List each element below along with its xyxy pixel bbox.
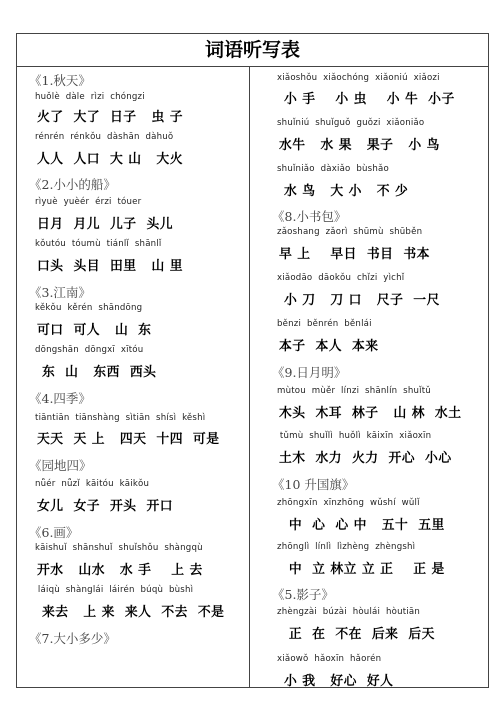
hanzi-words: 天天 天 上 四天 十四 可是: [37, 432, 220, 447]
column-divider: [249, 67, 250, 687]
dictation-sheet: [16, 33, 489, 688]
lesson-title: 《3.江南》: [29, 285, 91, 300]
hanzi-words: 来去 上 来 来人 不去 不是: [37, 605, 225, 620]
pinyin-line: shuǐniú shuǐguǒ guǒzi xiǎoniǎo: [277, 118, 425, 128]
lesson-title: 《2.小小的船》: [29, 177, 116, 192]
pinyin-line: kāishuǐ shānshuǐ shuǐshǒu shàngqù: [35, 543, 203, 553]
pinyin-line: tiāntiān tiānshàng sìtiān shísì kěshì: [35, 413, 206, 423]
hanzi-words: 正 在 不在 后来 后天: [279, 627, 435, 642]
pinyin-line: zhōnglì línlì lìzhèng zhèngshì: [277, 542, 416, 552]
pinyin-line: láiqù shànglái láirén búqù bùshì: [35, 585, 194, 595]
pinyin-line: kěkǒu kěrén shāndōng: [35, 303, 143, 313]
hanzi-words: 日月 月儿 儿子 头儿: [37, 217, 174, 232]
hanzi-words: 可口 可人 山 东: [37, 323, 152, 338]
hanzi-words: 小 手 小 虫 小 牛 小子: [279, 92, 455, 107]
hanzi-words: 中 立 林立 立 正 正 是: [279, 562, 445, 577]
hanzi-words: 人人 人口 大 山 大火: [37, 152, 184, 167]
lesson-title: 《7.大小多少》: [29, 631, 116, 646]
pinyin-line: zhèngzài búzài hòulái hòutiān: [277, 607, 420, 617]
hanzi-words: 口头 头目 田里 山 里: [37, 259, 184, 274]
pinyin-line: rìyuè yuèér érzi tóuer: [35, 197, 142, 207]
lesson-title: 《8.小书包》: [272, 209, 347, 224]
lesson-title: 《4.四季》: [29, 391, 91, 406]
hanzi-words: 早 上 早日 书目 书本: [279, 247, 430, 262]
hanzi-words: 东 山 东西 西头: [37, 365, 157, 380]
lesson-title: 《5.影子》: [272, 587, 334, 602]
lesson-title: 《6.画》: [29, 525, 79, 540]
lesson-title: 《9.日月明》: [272, 365, 347, 380]
pinyin-line: tǔmù shuǐlì huǒlì kāixīn xiǎoxīn: [277, 431, 432, 441]
pinyin-line: huǒlè dàle rìzi chóngzi: [35, 92, 145, 102]
hanzi-words: 水 鸟 大 小 不 少: [279, 184, 409, 199]
hanzi-words: 本子 本人 本来: [279, 339, 379, 354]
hanzi-words: 小 刀 刀 口 尺子 一尺: [279, 293, 440, 308]
pinyin-line: kǒutóu tóumù tiánlǐ shānlǐ: [35, 239, 162, 249]
pinyin-line: shuǐniǎo dàxiǎo bùshǎo: [277, 164, 389, 174]
hanzi-words: 小 我 好心 好人: [279, 674, 394, 689]
sheet-title: 词语听写表: [17, 34, 488, 67]
pinyin-line: běnzi běnrén běnlái: [277, 319, 372, 329]
hanzi-words: 木头 木耳 林子 山 林 水土: [279, 406, 462, 421]
hanzi-words: 开水 山水 水 手 上 去: [37, 563, 203, 578]
hanzi-words: 女儿 女子 开头 开口: [37, 499, 174, 514]
lesson-title: 《1.秋天》: [29, 73, 91, 88]
hanzi-words: 中 心 心 中 五十 五里: [279, 518, 445, 533]
pinyin-line: zhōngxīn xīnzhōng wǔshí wǔlǐ: [277, 498, 420, 508]
pinyin-line: rénrén rénkǒu dàshān dàhuǒ: [35, 132, 174, 142]
lesson-title: 《园地四》: [29, 458, 92, 473]
hanzi-words: 火了 大了 日子 虫 子: [37, 110, 184, 125]
pinyin-line: zǎoshang zǎorì shūmù shūběn: [277, 227, 423, 237]
lesson-title: 《10 升国旗》: [272, 477, 355, 492]
pinyin-line: dōngshān dōngxī xītóu: [35, 345, 144, 355]
hanzi-words: 水牛 水 果 果子 小 鸟: [279, 138, 440, 153]
pinyin-line: xiǎowǒ hǎoxīn hǎorén: [277, 654, 382, 664]
pinyin-line: mùtou mùěr línzi shānlín shuǐtǔ: [277, 386, 431, 396]
pinyin-line: nǚér nǚzǐ kāitóu kāikǒu: [35, 479, 150, 489]
hanzi-words: 土木 水力 火力 开心 小心: [279, 451, 452, 466]
pinyin-line: xiǎoshǒu xiǎochóng xiǎoniú xiǎozi: [277, 73, 440, 83]
pinyin-line: xiǎodāo dāokǒu chǐzi yìchǐ: [277, 273, 405, 283]
